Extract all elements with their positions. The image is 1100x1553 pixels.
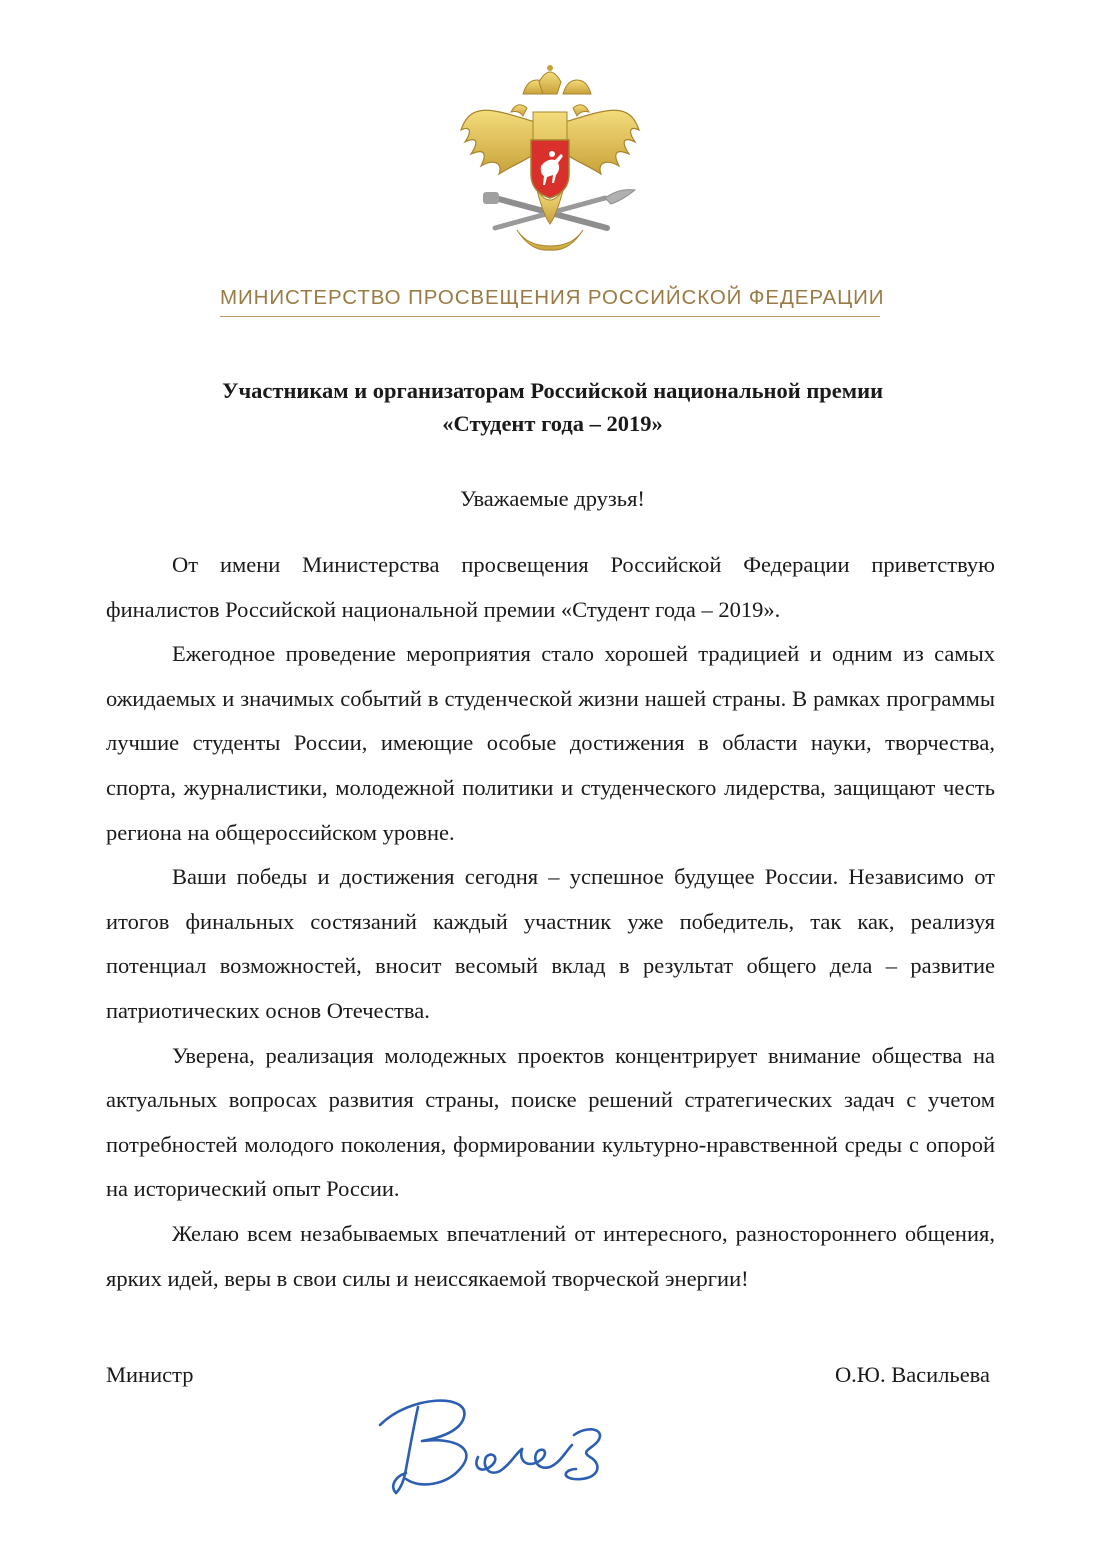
letter-body: [106, 543, 995, 1301]
paragraph-greeting: От имени Министерства просвещения Российской Федерации приветствую финалистов Российской национальной премии «Студент года – 2019».: [106, 552, 995, 622]
letter-title: [110, 374, 995, 440]
handwritten-signature-icon: [360, 1385, 660, 1500]
ministry-name: МИНИСТЕРСТВО ПРОСВЕЩЕНИЯ РОССИЙСКОЙ ФЕДЕРАЦИИ: [220, 286, 885, 309]
signer-position: Министр: [106, 1362, 194, 1387]
signer-name: О.Ю. Васильева: [834, 1362, 990, 1387]
letter-title-line-2: «Студент года – 2019»: [442, 411, 663, 436]
paragraph-wishes: Желаю всем незабываемых впечатлений от интересного, разностороннего общения, ярких идей, веры в свои силы и неиссякаемой творческой энергии!: [106, 1220, 995, 1291]
paragraph-tradition: Ежегодное проведение мероприятия стало хорошей традицией и одним из самых ожидаемых и значимых событий в студенческой жизни нашей страны. В рамках программы лучшие студенты России, имеющие особые достижения в области науки, творчества, спорта, журналистики, молодежной политики и студенческого лидерства, защищают честь региона на общероссийском уровне.: [106, 641, 995, 845]
coat-of-arms-icon: [455, 60, 645, 260]
paragraph-victories: Ваши победы и достижения сегодня – успешное будущее России. Независимо от итогов финальных состязаний каждый участник уже победитель, так как, реализуя потенциал возможностей, вносит весомый вклад в результат общего дела – развитие патриотических основ Отечества.: [106, 864, 995, 1023]
letterhead-divider: [220, 316, 880, 317]
paragraph-projects: Уверена, реализация молодежных проектов концентрирует внимание общества на актуальных вопросах развития страны, поиске решений стратегических задач с учетом потребностей молодого поколения, формировании культурно-нравственной среды с опорой на исторический опыт России.: [106, 1042, 995, 1202]
letter-title-line-1: Участникам и организаторам Российской национальной премии: [221, 378, 884, 403]
salutation: Уважаемые друзья!: [460, 486, 645, 511]
